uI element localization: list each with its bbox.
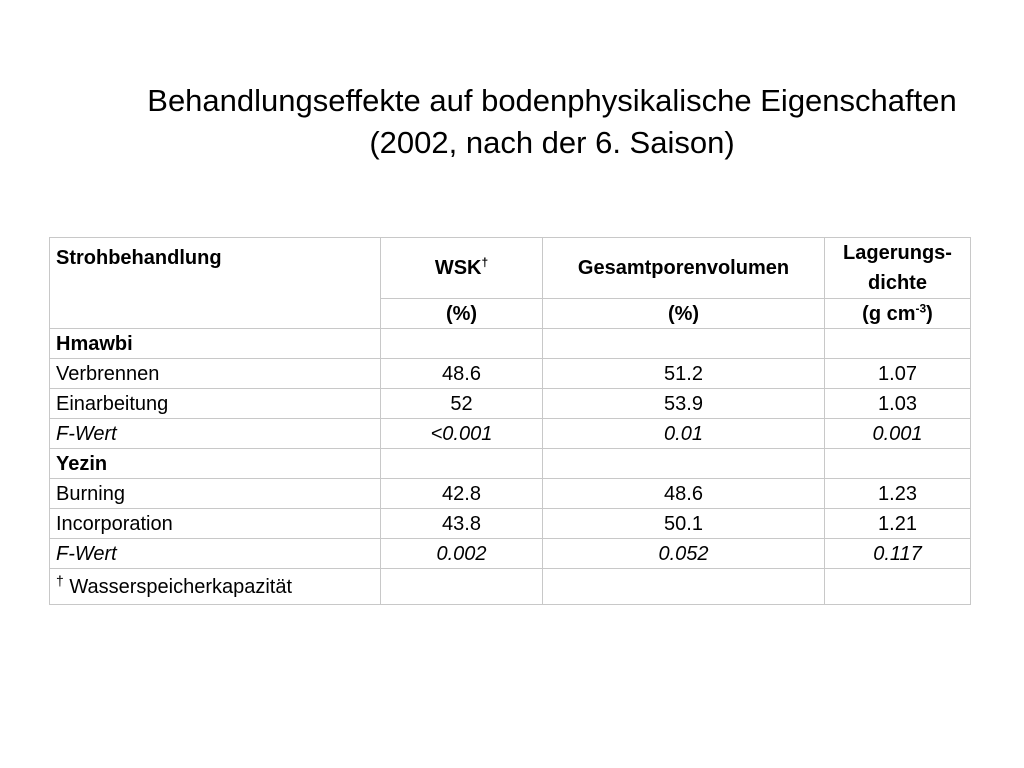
unit-ld-prefix: (g cm <box>862 302 916 325</box>
header-strohbehandlung: Strohbehandlung <box>50 238 381 329</box>
cell-wsk: 43.8 <box>381 509 543 539</box>
group-label: Hmawbi <box>50 329 381 359</box>
cell-wsk: <0.001 <box>381 419 543 449</box>
header-wsk <box>381 238 543 299</box>
cell-ld: 0.001 <box>825 419 971 449</box>
header-wsk-label: WSK <box>434 257 482 279</box>
header-lagerungsdichte-line2: dichte <box>868 272 927 294</box>
cell-ld: 1.03 <box>825 389 971 419</box>
row-label: Incorporation <box>50 509 381 539</box>
cell-gpv: 53.9 <box>543 389 825 419</box>
cell-wsk: 48.6 <box>381 359 543 389</box>
cell-ld: 0.117 <box>825 539 971 569</box>
unit-wsk: (%) <box>381 299 543 329</box>
soil-properties-table <box>49 237 971 605</box>
table-row <box>50 509 971 539</box>
unit-ld-exponent: -3 <box>915 300 927 315</box>
title-line-2: (2002, nach der 6. Saison) <box>369 125 735 160</box>
header-lagerungsdichte-line1: Lagerungs- <box>843 242 952 264</box>
unit-ld <box>825 299 971 329</box>
group-row-yezin <box>50 449 971 479</box>
cell-wsk: 0.002 <box>381 539 543 569</box>
row-label: Verbrennen <box>50 359 381 389</box>
table-row <box>50 359 971 389</box>
dagger-mark: † <box>481 255 489 270</box>
cell-gpv: 0.01 <box>543 419 825 449</box>
unit-ld-suffix: ) <box>926 302 933 325</box>
header-row <box>50 238 971 299</box>
group-row-hmawbi <box>50 329 971 359</box>
cell-wsk: 42.8 <box>381 479 543 509</box>
table-row <box>50 479 971 509</box>
row-label: F-Wert <box>50 539 381 569</box>
cell-ld: 1.07 <box>825 359 971 389</box>
fwert-row <box>50 539 971 569</box>
cell-gpv: 50.1 <box>543 509 825 539</box>
cell-ld: 1.21 <box>825 509 971 539</box>
group-label: Yezin <box>50 449 381 479</box>
footnote-text: Wasserspeicherkapazität <box>63 575 293 598</box>
cell-gpv: 0.052 <box>543 539 825 569</box>
table-row <box>50 389 971 419</box>
fwert-row <box>50 419 971 449</box>
unit-gpv: (%) <box>543 299 825 329</box>
footnote-row <box>50 569 971 605</box>
footnote <box>50 569 381 605</box>
row-label: Einarbeitung <box>50 389 381 419</box>
header-lagerungsdichte <box>825 238 971 299</box>
slide-title <box>40 80 1024 164</box>
footnote-dagger: † <box>56 571 64 588</box>
cell-gpv: 51.2 <box>543 359 825 389</box>
title-line-1: Behandlungseffekte auf bodenphysikalische Eigenschaften <box>147 83 957 118</box>
row-label: F-Wert <box>50 419 381 449</box>
cell-ld: 1.23 <box>825 479 971 509</box>
header-gesamtporenvolumen: Gesamtporenvolumen <box>543 238 825 299</box>
row-label: Burning <box>50 479 381 509</box>
cell-gpv: 48.6 <box>543 479 825 509</box>
cell-wsk: 52 <box>381 389 543 419</box>
